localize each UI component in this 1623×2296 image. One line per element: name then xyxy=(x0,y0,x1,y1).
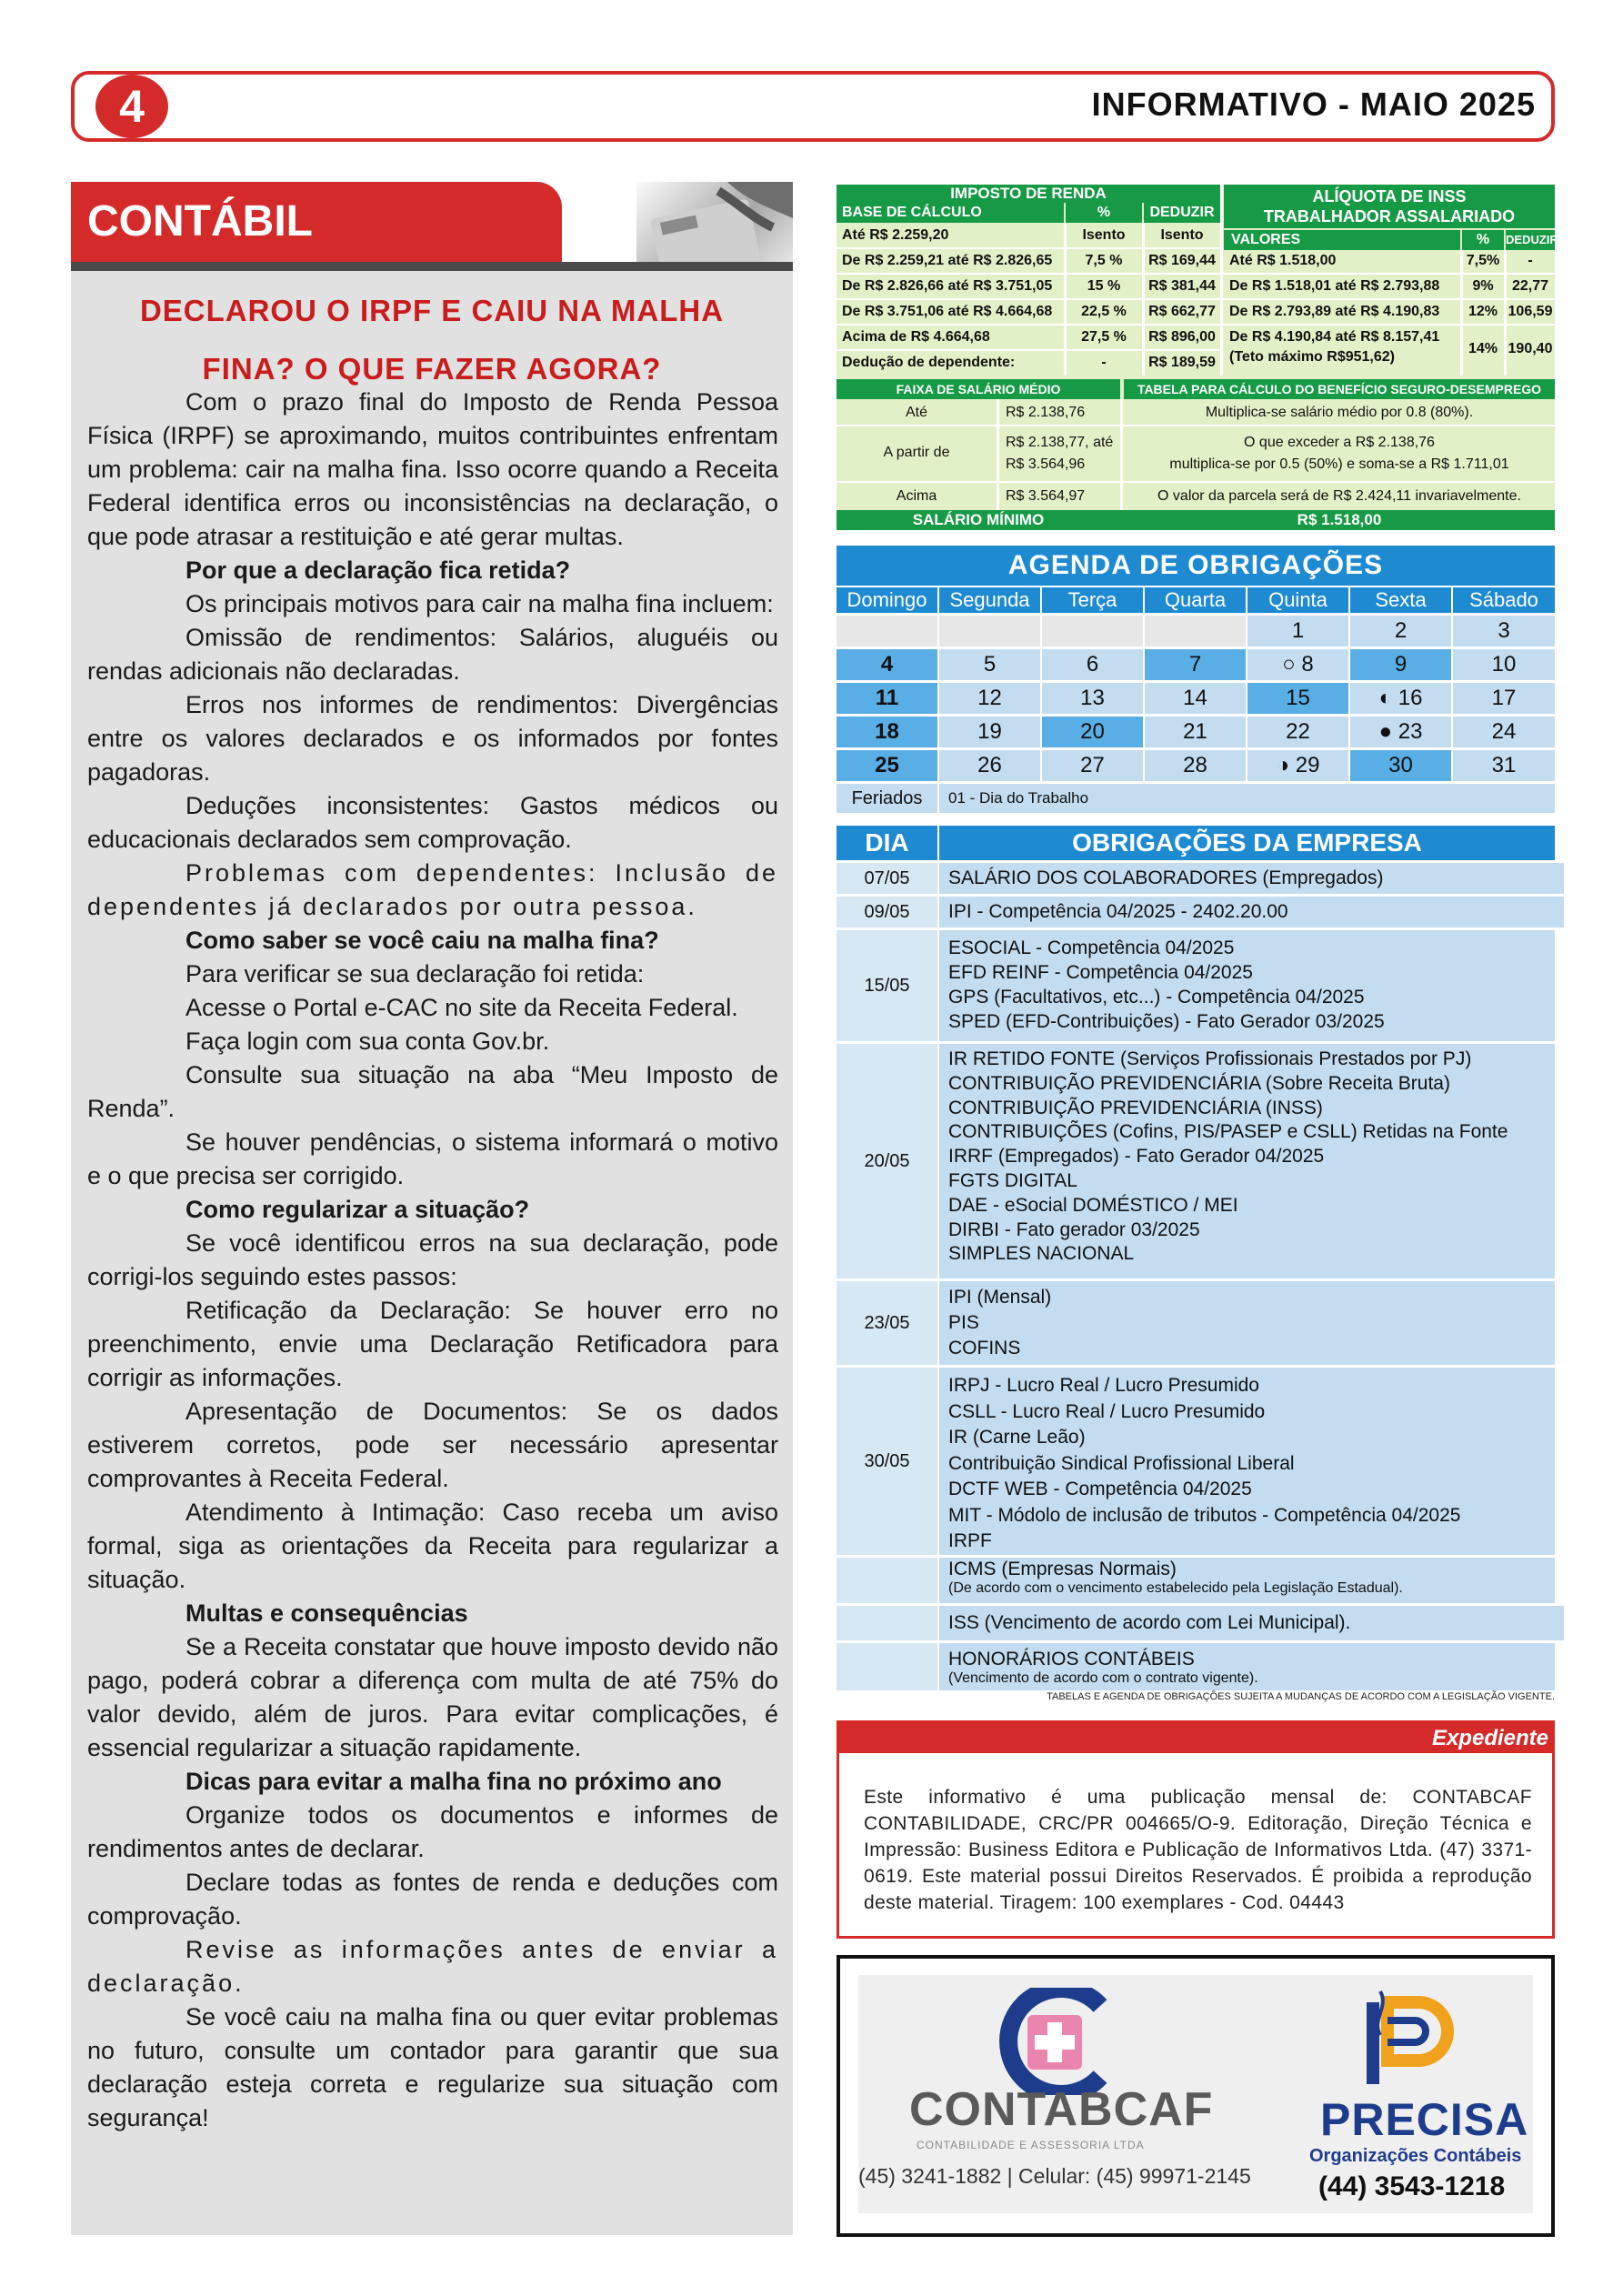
obrigacao-group xyxy=(939,1281,1555,1365)
obrigacao-group xyxy=(939,1368,1555,1555)
calendar-cell: 28 xyxy=(1145,750,1246,781)
contabcaf-emblem-icon xyxy=(964,1988,1146,2095)
paragraph: Para verificar se sua declaração foi retida: xyxy=(185,960,645,988)
paragraph: Com o prazo final do Imposto de Renda Pessoa Física (IRPF) se aproximando, muitos contribuintes enfrentam um problema: cair na malha fina. Isso ocorre quando a Receita Federal identifica erros ou inconsistências na declaração, o que pode atrasar a restituição e até gerar multas. xyxy=(87,388,778,550)
paragraph: Problemas com dependentes: Inclusão de dependentes já declarados por outra pessoa. xyxy=(87,859,778,920)
paragraph: Revise as informações antes de enviar a declaração. xyxy=(87,1936,778,1997)
tax-tables xyxy=(837,185,1558,530)
inss-teto: (Teto máximo R$951,62) xyxy=(1229,349,1395,365)
salario-minimo-value: R$ 1.518,00 xyxy=(1297,511,1382,528)
ir-base: Até R$ 2.259,20 xyxy=(842,227,949,243)
obrigacao-item: IRPF xyxy=(948,1530,992,1551)
ir-col-deduzir: DEDUZIR xyxy=(1144,203,1220,223)
calendar-cell: 2 xyxy=(1350,616,1451,647)
ir-base: Acima de R$ 4.664,68 xyxy=(842,329,990,345)
inss-title-line-2: TRABALHADOR ASSALARIADO xyxy=(1263,207,1516,226)
column-separator xyxy=(1120,399,1123,510)
obrigacao-item: Contribuição Sindical Profissional Liberal xyxy=(948,1452,1295,1474)
inss-valor: Até R$ 1.518,00 xyxy=(1229,253,1337,268)
contabcaf-phone: (45) 3241-1882 | Celular: (45) 99971-2145 xyxy=(858,2164,1251,2188)
obrigacao-item: IPI (Mensal) xyxy=(948,1287,1052,1308)
obrigacao-item: ESOCIAL - Competência 04/2025 xyxy=(948,937,1235,958)
expediente-title: Expediente xyxy=(1431,1726,1548,1750)
calendar-cell: 15 xyxy=(1247,683,1348,714)
precisa-emblem-icon xyxy=(1355,1984,1464,2093)
paragraph: Se você caiu na malha fina ou quer evitar problemas no futuro, consulte um contador para garantir que sua declaração esteja correta e regularize sua situação com segurança! xyxy=(87,2003,778,2131)
page-number: 4 xyxy=(95,75,168,138)
precisa-name: PRECISA xyxy=(1320,2094,1529,2145)
inss-col-percent: % xyxy=(1462,230,1504,250)
paragraph: Atendimento à Intimação: Caso receba um aviso formal, siga as orientações da Receita para regularizar a situação. xyxy=(87,1499,778,1593)
section-divider xyxy=(71,262,793,271)
obrigacao-day-empty xyxy=(837,1558,937,1603)
row-separator xyxy=(837,481,1555,483)
day-header: Sexta xyxy=(1350,587,1451,613)
obrigacao-item: DCTF WEB - Competência 04/2025 xyxy=(948,1479,1252,1499)
calendar-cell: 25 xyxy=(837,750,937,781)
ir-table-title: IMPOSTO DE RENDA xyxy=(837,185,1220,203)
obrigacao-item: DAE - eSocial DOMÉSTICO / MEI xyxy=(948,1194,1238,1216)
obrigacao-item: COFINS xyxy=(948,1338,1021,1359)
subheading: Como regularizar a situação? xyxy=(185,1196,530,1223)
obrigacao-item: IR (Carne Leão) xyxy=(948,1427,1086,1448)
seguro-calc: Multiplica-se salário médio por 0.8 (80%). xyxy=(1205,405,1474,420)
inss-title-line-1: ALÍQUOTA DE INSS xyxy=(1312,187,1467,206)
calendar-cell: ○ 8 xyxy=(1247,649,1348,680)
calendar-cell: 12 xyxy=(939,683,1040,714)
obrigacao-day: 07/05 xyxy=(837,863,937,894)
seguro-label: Acima xyxy=(896,488,937,504)
seguro-calc-line-1: O que exceder a R$ 2.138,76 xyxy=(1244,435,1435,450)
inss-percent: 14% xyxy=(1468,341,1498,356)
ir-percent: 22,5 % xyxy=(1081,304,1127,319)
obrigacao-extra xyxy=(939,1558,1555,1603)
obrigacao-item: IRRF (Empregados) - Fato Gerador 04/2025 xyxy=(948,1146,1325,1168)
calendar-cell xyxy=(1042,616,1143,647)
paragraph: Deduções inconsistentes: Gastos médicos ou educacionais declarados sem comprovação. xyxy=(87,792,778,853)
ir-base: Dedução de dependente: xyxy=(842,355,1016,370)
inss-deduzir: 22,77 xyxy=(1511,278,1549,294)
obrigacao-group xyxy=(939,1044,1555,1278)
paragraph: Acesse o Portal e-CAC no site da Receita Federal. xyxy=(185,994,738,1021)
subheading: Por que a declaração fica retida? xyxy=(185,556,571,584)
calendar-cell: 22 xyxy=(1247,717,1348,747)
inss-percent: 9% xyxy=(1472,278,1494,294)
seguro-value xyxy=(1006,432,1120,476)
obrigacao-item: CONTRIBUIÇÃO PREVIDENCIÁRIA (INSS) xyxy=(948,1097,1323,1118)
salario-minimo-label: SALÁRIO MÍNIMO xyxy=(912,511,1045,528)
article-title-line-1: DECLAROU O IRPF E CAIU NA MALHA xyxy=(139,294,725,327)
inss-deduzir: 106,59 xyxy=(1508,304,1553,319)
ir-percent: 7,5 % xyxy=(1085,253,1123,268)
day-header: Domingo xyxy=(837,587,937,613)
obrigacao-item: CONTRIBUIÇÕES (Cofins, PIS/PASEP e CSLL) Retidas na Fonte xyxy=(948,1121,1508,1143)
seguro-header-left: FAIXA DE SALÁRIO MÉDIO xyxy=(837,379,1120,399)
seguro-header-right: TABELA PARA CÁLCULO DO BENEFÍCIO SEGURO-DESEMPREGO xyxy=(1124,379,1555,399)
ir-percent: 27,5 % xyxy=(1081,329,1127,345)
seguro-calc xyxy=(1124,432,1555,476)
obrigacao-day: 20/05 xyxy=(837,1044,937,1278)
article-body xyxy=(87,386,778,2135)
seguro-value-line-1: R$ 2.138,77, até xyxy=(1006,435,1114,450)
disclaimer: TABELAS E AGENDA DE OBRIGAÇÕES SUJEITA A MUDANÇAS DE ACORDO COM A LEGISLAÇÃO VIGENTE. xyxy=(1047,1691,1555,1702)
agenda-title: AGENDA DE OBRIGAÇÕES xyxy=(837,546,1555,586)
ir-percent: - xyxy=(1101,355,1107,370)
ir-col-base: BASE DE CÁLCULO xyxy=(837,203,1064,223)
seguro-calc-line-2: multiplica-se por 0.5 (50%) e soma-se a R$ 1.711,01 xyxy=(1169,456,1509,472)
ir-deduzir: R$ 662,77 xyxy=(1148,304,1216,319)
calendar-cell: 19 xyxy=(939,717,1040,747)
paragraph: Os principais motivos para cair na malha fina incluem: xyxy=(185,590,774,617)
seguro-value-line-2: R$ 3.564,96 xyxy=(1006,456,1086,472)
inss-deduzir: - xyxy=(1528,253,1533,268)
obrigacao-day: 09/05 xyxy=(837,897,937,927)
subheading: Multas e consequências xyxy=(185,1599,468,1627)
ir-deduzir: R$ 169,44 xyxy=(1148,253,1216,268)
article-title xyxy=(71,282,793,398)
obrigacoes-col-day: DIA xyxy=(837,826,937,860)
obrigacao-item: SALÁRIO DOS COLABORADORES (Empregados) xyxy=(939,863,1564,894)
feriados-label: Feriados xyxy=(837,784,937,813)
obrigacao-day-empty xyxy=(837,1643,937,1690)
calendar-cell: 13 xyxy=(1042,683,1143,714)
ir-percent: Isento xyxy=(1082,227,1126,243)
row-separator xyxy=(837,425,1555,426)
seguro-calc: O valor da parcela será de R$ 2.424,11 invariavelmente. xyxy=(1157,488,1521,504)
paragraph: Retificação da Declaração: Se houver erro no preenchimento, envie uma Declaração Retificadora para corrigir as informações. xyxy=(87,1297,778,1391)
column-separator xyxy=(997,399,999,510)
inss-valor: De R$ 1.518,01 até R$ 2.793,88 xyxy=(1229,278,1440,294)
newsletter-title: INFORMATIVO - MAIO 2025 xyxy=(1091,85,1536,123)
column-separator xyxy=(1220,185,1223,376)
inss-table-title xyxy=(1224,185,1555,228)
inss-percent: 12% xyxy=(1468,304,1498,319)
calendar-cell: 17 xyxy=(1453,683,1555,714)
ir-deduzir: R$ 896,00 xyxy=(1148,329,1216,345)
day-header: Quarta xyxy=(1145,587,1246,613)
obrigacao-extra-title: ISS (Vencimento de acordo com Lei Municipal). xyxy=(939,1606,1564,1640)
obrigacao-group xyxy=(939,930,1555,1041)
day-header: Terça xyxy=(1042,587,1143,613)
calendar-cell: ● 23 xyxy=(1350,717,1451,747)
obrigacao-item: FGTS DIGITAL xyxy=(948,1169,1077,1191)
obrigacao-item: CSLL - Lucro Real / Lucro Presumido xyxy=(948,1400,1266,1422)
calendar-cell: 24 xyxy=(1453,717,1555,747)
calendar-cell: 4 xyxy=(837,649,937,680)
calendar-cell: 11 xyxy=(837,683,937,714)
obrigacao-item: EFD REINF - Competência 04/2025 xyxy=(948,962,1253,983)
seguro-label: A partir de xyxy=(883,445,950,460)
calendar-cell: 20 xyxy=(1042,717,1143,747)
paragraph: Se houver pendências, o sistema informará o motivo e o que precisa ser corrigido. xyxy=(87,1128,778,1189)
subheading: Dicas para evitar a malha fina no próximo ano xyxy=(185,1768,722,1795)
ir-base: De R$ 2.826,66 até R$ 3.751,05 xyxy=(842,278,1053,294)
ir-deduzir: Isento xyxy=(1160,227,1204,243)
calendar-cell xyxy=(1145,616,1246,647)
calendar-cell: ◐ 16 xyxy=(1350,683,1451,714)
ir-deduzir: R$ 189,59 xyxy=(1148,355,1216,370)
contabcaf-subtitle: CONTABILIDADE E ASSESSORIA LTDA xyxy=(917,2139,1145,2151)
inss-col-valores: VALORES xyxy=(1224,230,1460,250)
precisa-subtitle: Organizações Contábeis xyxy=(1309,2146,1522,2166)
ir-col-percent: % xyxy=(1066,203,1142,223)
calendar-cell: 3 xyxy=(1453,616,1555,647)
ir-percent: 15 % xyxy=(1087,278,1121,294)
calendar-cell xyxy=(837,616,937,647)
calendar-cell: 14 xyxy=(1145,683,1246,714)
obrigacao-item: SIMPLES NACIONAL xyxy=(948,1243,1135,1265)
calendar-cell: ◑ 29 xyxy=(1247,750,1348,781)
inss-valor: De R$ 2.793,89 até R$ 4.190,83 xyxy=(1229,304,1440,319)
calendar-cell: 18 xyxy=(837,717,937,747)
calendar-cell: 6 xyxy=(1042,649,1143,680)
paragraph: Se a Receita constatar que houve imposto devido não pago, poderá cobrar a diferença com multa de até 75% do valor devido, além de juros. Para evitar complicações, é essencial regularizar a situação rapidamente. xyxy=(87,1633,778,1761)
feriados-list: 01 - Dia do Trabalho xyxy=(939,784,1555,813)
calculator-photo xyxy=(636,182,793,262)
obrigacao-extra-note: (De acordo com o vencimento estabelecido pela Legislação Estadual). xyxy=(948,1580,1403,1596)
day-header: Segunda xyxy=(939,587,1040,613)
obrigacao-day-empty xyxy=(837,1606,937,1640)
inss-col-deduzir: DEDUZIR xyxy=(1506,230,1555,250)
obrigacao-day: 23/05 xyxy=(837,1281,937,1365)
obrigacao-item: CONTRIBUIÇÃO PREVIDENCIÁRIA (Sobre Receita Bruta) xyxy=(948,1072,1450,1094)
obrigacao-item: IRPJ - Lucro Real / Lucro Presumido xyxy=(948,1375,1259,1396)
ir-base: De R$ 2.259,21 até R$ 2.826,65 xyxy=(842,253,1053,268)
calendar-cell: 1 xyxy=(1247,616,1348,647)
ir-base: De R$ 3.751,06 até R$ 4.664,68 xyxy=(842,304,1053,319)
paragraph: Omissão de rendimentos: Salários, aluguéis ou rendas adicionais não declaradas. xyxy=(87,624,778,685)
calendar-cell: 27 xyxy=(1042,750,1143,781)
obrigacao-day: 15/05 xyxy=(837,930,937,1041)
paragraph: Se você identificou erros na sua declaração, pode corrigi-los seguindo estes passos: xyxy=(87,1229,778,1290)
seguro-label: Até xyxy=(905,405,927,420)
obrigacoes-col-title: OBRIGAÇÕES DA EMPRESA xyxy=(939,826,1555,860)
obrigacao-extra xyxy=(939,1643,1555,1690)
obrigacao-item: DIRBI - Fato gerador 03/2025 xyxy=(948,1218,1200,1240)
obrigacao-item: IPI - Competência 04/2025 - 2402.20.00 xyxy=(939,897,1564,927)
paragraph: Faça login com sua conta Gov.br. xyxy=(185,1028,550,1055)
obrigacao-item: SPED (EFD-Contribuições) - Fato Gerador 03/2025 xyxy=(948,1011,1385,1032)
day-header: Sábado xyxy=(1453,587,1555,613)
obrigacao-item: GPS (Facultativos, etc...) - Competência 04/2025 xyxy=(948,987,1365,1008)
paragraph: Apresentação de Documentos: Se os dados estiverem corretos, pode ser necessário apresentar comprovantes à Receita Federal. xyxy=(87,1398,778,1492)
contabcaf-name: CONTABCAF xyxy=(909,2083,1214,2136)
paragraph: Consulte sua situação na aba “Meu Imposto de Renda”. xyxy=(87,1061,778,1122)
paragraph: Declare todas as fontes de renda e deduções com comprovação. xyxy=(87,1869,778,1930)
obrigacao-extra-title: ICMS (Empresas Normais) xyxy=(948,1559,1177,1579)
calendar-cell: 9 xyxy=(1350,649,1451,680)
inss-percent: 7,5% xyxy=(1466,253,1500,268)
calendar-cell: 5 xyxy=(939,649,1040,680)
obrigacao-item: PIS xyxy=(948,1312,979,1333)
seguro-value: R$ 3.564,97 xyxy=(1006,488,1086,504)
calendar-cell: 7 xyxy=(1145,649,1246,680)
obrigacao-extra-title: HONORÁRIOS CONTÁBEIS xyxy=(948,1649,1195,1669)
obrigacao-item: IR RETIDO FONTE (Serviços Profissionais Prestados por PJ) xyxy=(948,1048,1472,1069)
subheading: Como saber se você caiu na malha fina? xyxy=(185,927,659,954)
seguro-value: R$ 2.138,76 xyxy=(1006,405,1086,420)
ir-deduzir: R$ 381,44 xyxy=(1148,278,1216,294)
inss-valor: De R$ 4.190,84 até R$ 8.157,41 xyxy=(1229,329,1440,345)
article-title-line-2: FINA? O QUE FAZER AGORA? xyxy=(202,352,662,386)
day-header: Quinta xyxy=(1247,587,1348,613)
calendar-cell xyxy=(939,616,1040,647)
obrigacao-extra-note: (Vencimento de acordo com o contrato vigente). xyxy=(948,1670,1258,1686)
obrigacao-day: 30/05 xyxy=(837,1368,937,1555)
precisa-phone: (44) 3543-1218 xyxy=(1318,2171,1506,2201)
calendar-cell: 31 xyxy=(1453,750,1555,781)
calendar-cell: 21 xyxy=(1145,717,1246,747)
calendar-cell: 26 xyxy=(939,750,1040,781)
section-title: CONTÁBIL xyxy=(71,182,562,262)
paragraph: Erros nos informes de rendimentos: Divergências entre os valores declarados e os informados por fontes pagadoras. xyxy=(87,691,778,786)
calendar-cell: 30 xyxy=(1350,750,1451,781)
expediente-text: Este informativo é uma publicação mensal de: CONTABCAF CONTABILIDADE, CRC/PR 004665/O-9. Editoração, Direção Técnica e Impressão: Business Editora e Publicação de Informativos Ltda. (47) 3371-0619. Este material possui Direitos Reservados. É proibida a reprodução deste material. Tiragem: 100 exemplares - Cod. 04443 xyxy=(864,1787,1532,1913)
paragraph: Organize todos os documentos e informes de rendimentos antes de declarar. xyxy=(87,1801,778,1862)
inss-deduzir: 190,40 xyxy=(1508,341,1553,356)
obrigacao-item: MIT - Módolo de inclusão de tributos - Competência 04/2025 xyxy=(948,1504,1461,1526)
calendar-cell: 10 xyxy=(1453,649,1555,680)
